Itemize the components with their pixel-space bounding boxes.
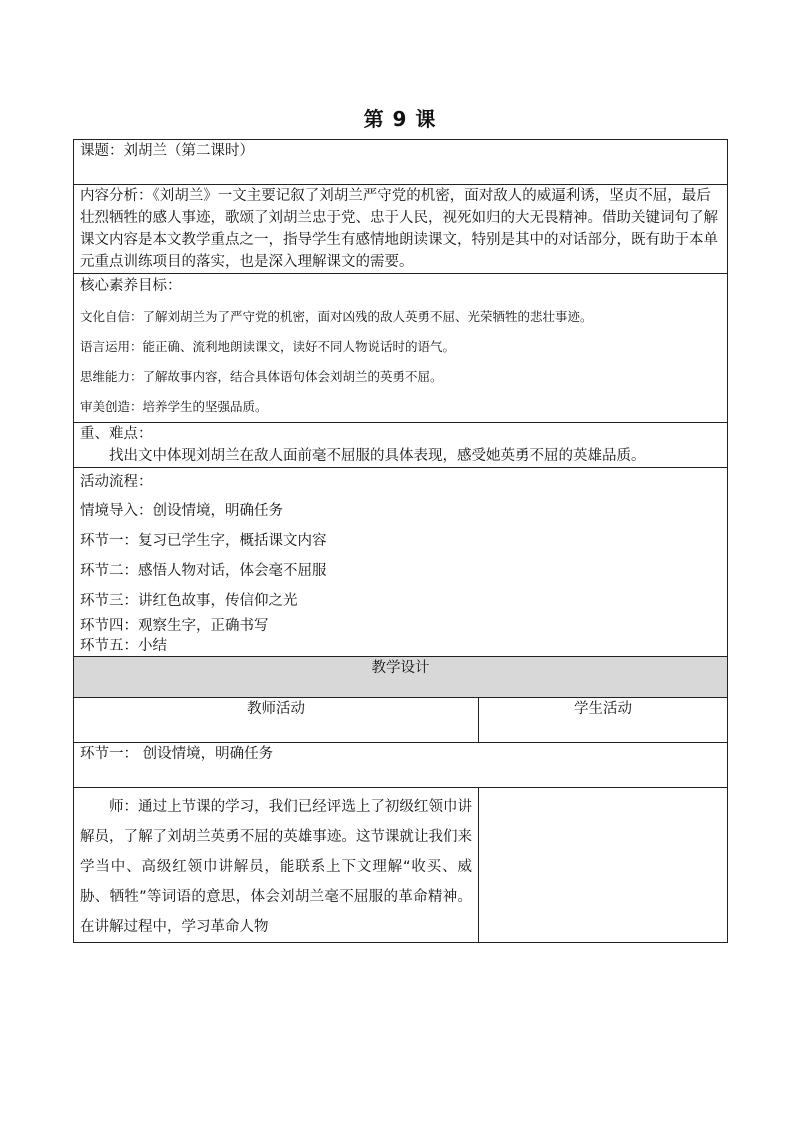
flow-item: 环节二：感悟人物对话，体会毫不屈服 xyxy=(80,563,327,579)
teaching-design-heading: 教学设计 xyxy=(74,657,728,698)
goal-item: 思维能力：了解故事内容，结合具体语句体会刘胡兰的英勇不屈。 xyxy=(80,369,443,384)
flow-item: 环节五：小结 xyxy=(80,638,167,654)
activity-content-row xyxy=(74,788,728,943)
key-points-row xyxy=(74,423,728,468)
flow-item: 环节四：观察生字，正确书写 xyxy=(80,618,269,634)
goal-item: 审美创造：培养学生的坚强品质。 xyxy=(80,399,268,414)
teacher-activity-header: 教师活动 xyxy=(74,698,479,743)
content-analysis: 内容分析：《刘胡兰》一文主要记叙了刘胡兰严守党的机密，面对敌人的威逼利诱，坚贞不屈，最后壮烈牺牲的感人事迹，歌颂了刘胡兰忠于党、忠于人民，视死如归的大无畏精神。借助关键词句了解课文内容是本文教学重点之一，指导学生有感情地朗读课文，特别是其中的对话部分，既有助于本单元重点训练项目的落实，也是深入理解课文的需要。 xyxy=(74,185,728,274)
section-title: 环节一： 创设情境，明确任务 xyxy=(74,743,728,788)
activity-flow-row xyxy=(74,468,728,657)
goals-heading: 核心素养目标： xyxy=(80,278,182,294)
key-points xyxy=(74,423,728,468)
core-goals xyxy=(74,274,728,423)
analysis-row xyxy=(74,185,728,274)
key-points-body: 找出文中体现刘胡兰在敌人面前毫不屈服的具体表现，感受她英勇不屈的英雄品质。 xyxy=(109,448,646,464)
goals-row xyxy=(74,274,728,423)
teacher-activity-text: 师：通过上节课的学习，我们已经评选上了初级红领巾讲解员，了解了刘胡兰英勇不屈的英雄事迹。这节课就让我们来学当中、高级红领巾讲解员，能联系上下文理解“收买、威胁、牺牲”等词语的意思，体会刘胡兰毫不屈服的革命精神。在讲解过程中，学习革命人物 xyxy=(74,788,479,943)
goal-item: 语言运用：能正确、流利地朗读课文，读好不同人物说话时的语气。 xyxy=(80,339,456,354)
flow-item: 情境导入：创设情境，明确任务 xyxy=(80,503,283,519)
flow-heading: 活动流程： xyxy=(80,474,153,490)
key-points-heading: 重、难点： xyxy=(80,426,153,442)
lesson-plan-table xyxy=(73,139,728,943)
lesson-title: 第 9 课 xyxy=(363,107,437,131)
flow-item: 环节三：讲红色故事，传信仰之光 xyxy=(80,593,298,609)
column-header-row xyxy=(74,698,728,743)
activity-flow xyxy=(74,468,728,657)
teaching-design-row xyxy=(74,657,728,698)
flow-item: 环节一：复习已学生字，概括课文内容 xyxy=(80,533,327,549)
goal-item: 文化自信：了解刘胡兰为了严守党的机密，面对凶残的敌人英勇不屈、光荣牺牲的悲壮事迹。 xyxy=(80,309,593,324)
student-activity-header: 学生活动 xyxy=(479,698,728,743)
student-activity-text xyxy=(479,788,728,943)
section-row xyxy=(74,743,728,788)
topic-row xyxy=(74,140,728,185)
topic-cell: 课题：刘胡兰（第二课时） xyxy=(74,140,728,185)
